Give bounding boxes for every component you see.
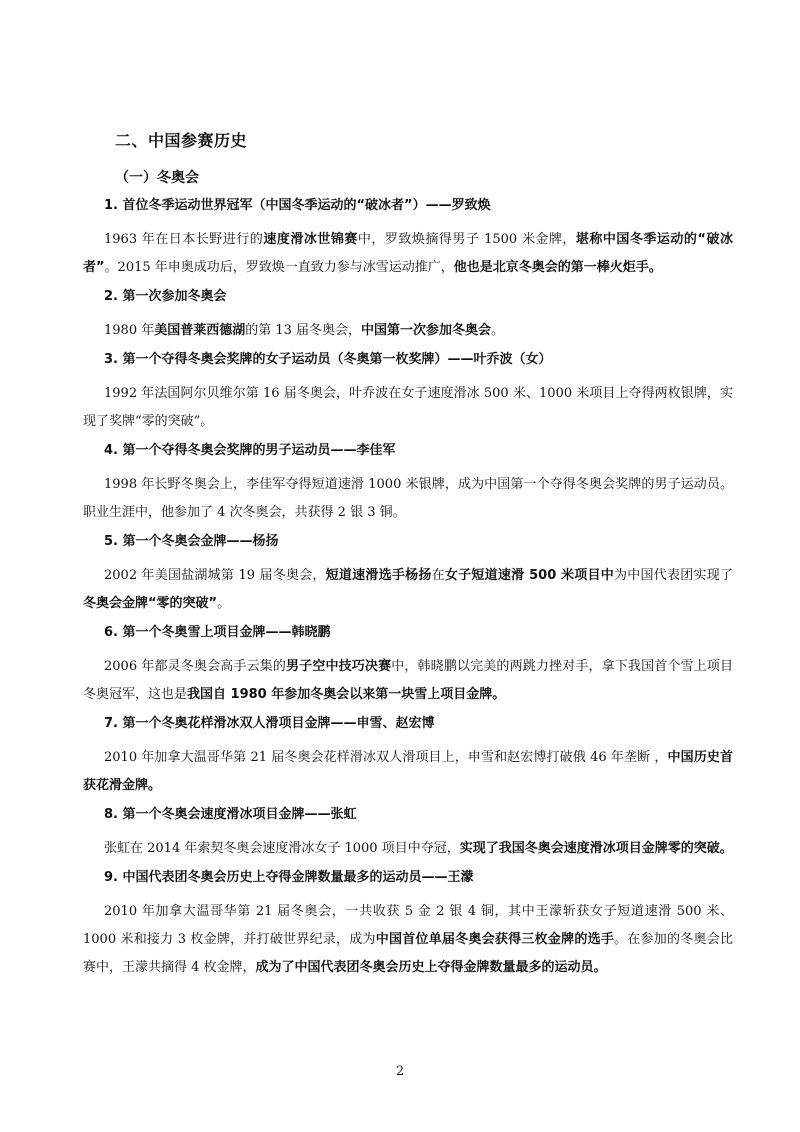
item-heading: 6. 第一个冬奥雪上项目金牌——韩晓鹏: [104, 625, 331, 640]
item-paragraph: [83, 471, 733, 527]
item-paragraph: [83, 744, 733, 800]
emphasis-text: 成为了中国代表团冬奥会历史上夺得金牌数量最多的运动员。: [255, 960, 607, 975]
list-item: [83, 869, 733, 982]
emphasis-text: 他也是北京冬奥会的第一棒火炬手。: [453, 260, 662, 275]
page-number: 2: [395, 1064, 405, 1079]
emphasis-text: 短道速滑选手杨扬: [325, 568, 432, 583]
item-heading: 8. 第一个冬奥会速度滑冰项目金牌——张虹: [104, 807, 357, 822]
list-item: [83, 288, 733, 345]
body-text: 为中国代表团实现了: [614, 568, 733, 583]
item-heading: 9. 中国代表团冬奥会历史上夺得金牌数量最多的运动员——王濛: [104, 870, 474, 885]
body-text: 2010 年加拿大温哥华第 21 届冬奥会花样滑冰双人滑项目上，申雪和赵宏博打破俄 46 年垄断 ，: [104, 750, 668, 765]
section-title: 二、中国参赛历史: [115, 131, 248, 150]
body-text: 。在参加的冬奥会比赛中，王濛共摘得 4 枚金牌，: [83, 932, 733, 975]
body-text: 2006 年都灵冬奥会高手云集的: [104, 659, 287, 674]
emphasis-text: 冬奥会金牌“零的突破”: [83, 596, 218, 611]
list-item: [83, 197, 733, 282]
item-paragraph: [83, 835, 733, 863]
emphasis-text: 男子空中技巧决赛: [286, 659, 392, 674]
content-body: [83, 197, 733, 988]
emphasis-text: 中国首位单届冬奥会获得三枚金牌的选手: [375, 932, 615, 947]
body-text: 中，罗致焕摘得男子 1500 米金牌，: [357, 232, 576, 247]
body-text: 1963 年在日本长野进行的: [104, 232, 264, 247]
body-text: 1980 年: [104, 323, 155, 338]
emphasis-text: 中国第一次参加冬奥会: [361, 323, 492, 338]
list-item: [83, 806, 733, 863]
list-item: [83, 715, 733, 800]
item-paragraph: [83, 226, 733, 282]
item-heading: 7. 第一个冬奥花样滑冰双人滑项目金牌——申雪、赵宏博: [104, 716, 435, 731]
item-paragraph: [83, 562, 733, 618]
item-heading: 4. 第一个夺得冬奥会奖牌的男子运动员——李佳军: [104, 443, 396, 458]
body-text: 张虹在 2014 年索契冬奥会速度滑冰女子 1000 项目中夺冠，: [104, 841, 460, 856]
body-text: 2010 年加拿大温哥华第 21 届冬奥会，一共收获 5 金 2 银 4 铜，其中王濛斩获女子短道速滑 500 米、1000 米和接力 3 枚金牌，并打破世界纪录，成为: [83, 904, 733, 947]
body-text: 。: [217, 596, 231, 611]
body-text: 1998 年长野冬奥会上，李佳军夺得短道速滑 1000 米银牌，成为中国第一个夺得冬奥会奖牌的男子运动员。职业生涯中，他参加了 4 次冬奥会，共获得 2 银 3 铜。: [83, 477, 733, 520]
body-text: 2002 年美国盐湖城第 19 届冬奥会，: [104, 568, 326, 583]
body-text: 的第 13 届冬奥会，: [245, 323, 362, 338]
item-heading: 1. 首位冬季运动世界冠军（中国冬季运动的“破冰者”）——罗致焕: [104, 198, 491, 213]
body-text: 。2015 年申奥成功后，罗致焕一直致力参与冰雪运动推广，: [104, 260, 454, 275]
list-item: [83, 351, 733, 436]
body-text: 在: [431, 568, 445, 583]
item-heading: 5. 第一个冬奥会金牌——杨扬: [104, 534, 279, 549]
body-text: 1992 年法国阿尔贝维尔第 16 届冬奥会，叶乔波在女子速度滑冰 500 米、1000 米项目上夺得两枚银牌，实现了奖牌“零的突破”。: [83, 386, 733, 429]
emphasis-text: 我国自 1980 年参加冬奥会以来第一块雪上项目金牌。: [187, 687, 506, 702]
sub-title: （一）冬奥会: [115, 170, 199, 186]
list-item: [83, 442, 733, 527]
item-paragraph: [83, 898, 733, 982]
emphasis-text: 实现了我国冬奥会速度滑冰项目金牌零的突破。: [459, 841, 733, 856]
item-heading: 2. 第一次参加冬奥会: [104, 289, 227, 304]
item-paragraph: [83, 653, 733, 709]
body-text: 中，韩晓鹏以完美的两跳力挫对手，拿下我国首个雪上项目冬奥冠军，这也是: [83, 659, 733, 702]
item-paragraph: [83, 317, 733, 345]
item-heading: 3. 第一个夺得冬奥会奖牌的女子运动员（冬奥第一枚奖牌）——叶乔波（女）: [104, 352, 552, 367]
item-paragraph: [83, 380, 733, 436]
list-item: [83, 533, 733, 618]
emphasis-text: 中国历史首获花滑金牌。: [83, 750, 733, 793]
emphasis-text: 速度滑冰世锦赛: [263, 232, 358, 247]
emphasis-text: 女子短道速滑 500 米项目中: [444, 568, 615, 583]
emphasis-text: 堪称中国冬季运动的“破冰者”: [83, 232, 733, 275]
body-text: 。: [491, 323, 505, 338]
emphasis-text: 美国普莱西德湖: [154, 323, 246, 338]
list-item: [83, 624, 733, 709]
